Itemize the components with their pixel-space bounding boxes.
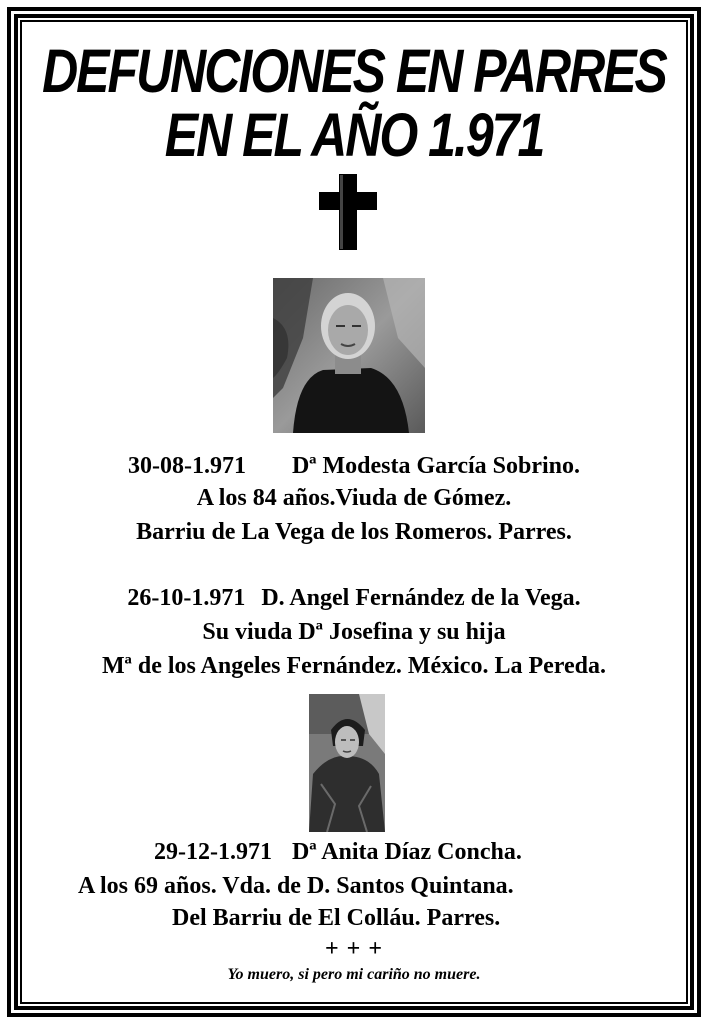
cross-symbols: + + + [324,936,384,962]
portrait-photo-anita [309,694,385,832]
entry-3-name: Dª Anita Díaz Concha. [291,839,522,865]
latin-cross-icon [317,172,379,252]
entry-2-name: D. Angel Fernández de la Vega. [261,585,581,611]
portrait-photo-modesta [273,278,425,433]
entry-3-header [154,838,522,866]
entry-1-line-2: A los 84 años.Viuda de Gómez. [196,485,512,511]
closing-motto: Yo muero, si pero mi cariño no muere. [227,966,481,983]
entry-3-date: 29-12-1.971 [154,839,272,865]
title-line-1: DEFUNCIONES EN PARRES [42,37,666,106]
entry-2-line-2: Su viuda Dª Josefina y su hija [202,619,506,645]
entry-1-date: 30-08-1.971 [127,453,246,479]
entry-1-name: Dª Modesta García Sobrino. [291,453,581,479]
entry-1-line-3: Barriu de La Vega de los Romeros. Parres. [136,519,572,545]
entry-2-header [24,584,684,612]
title-line-2: EN EL AÑO 1.971 [164,101,544,170]
entry-3-line-2: A los 69 años. Vda. de D. Santos Quintana. [78,873,514,899]
entry-2-date: 26-10-1.971 [127,585,246,611]
entry-1-header [24,452,684,480]
entry-2-line-3: Mª de los Angeles Fernández. México. La Pereda. [102,653,606,679]
entry-3-line-3: Del Barriu de El Colláu. Parres. [172,905,501,931]
